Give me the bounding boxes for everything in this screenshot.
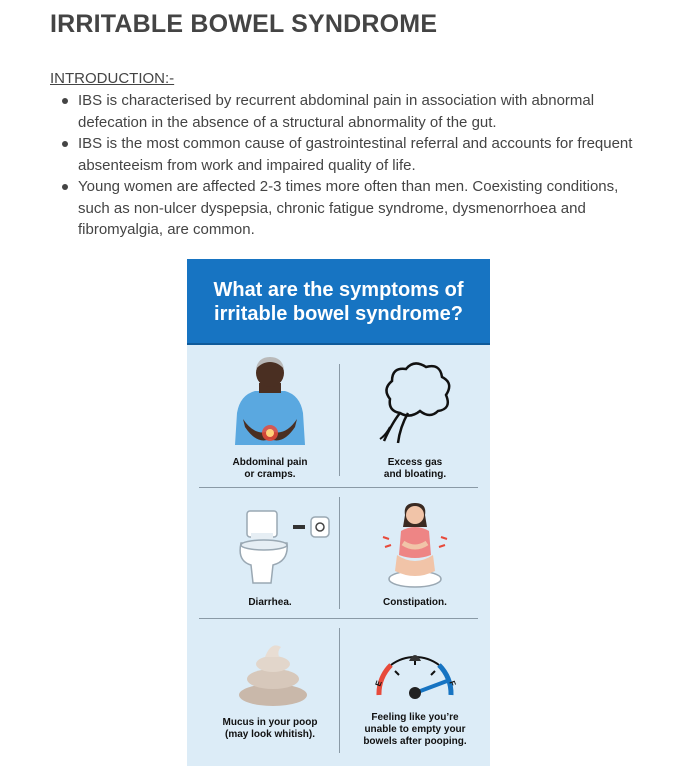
symptom-mucus — [195, 627, 345, 759]
caption-line: (may look whitish). — [224, 729, 315, 740]
symptom-caption — [340, 457, 490, 481]
caption-line: bowels after pooping. — [363, 736, 467, 747]
caption-line: or cramps. — [244, 469, 296, 480]
grid-divider-horizontal — [199, 487, 478, 488]
woman-on-toilet-icon — [375, 497, 455, 592]
page-title: IRRITABLE BOWEL SYNDROME — [50, 10, 438, 38]
gas-cloud-icon — [370, 353, 460, 448]
infographic-title-line: irritable bowel syndrome? — [214, 303, 463, 325]
caption-line: Constipation. — [383, 597, 447, 608]
gauge-full-label: F — [447, 679, 458, 688]
symptom-diarrhea — [195, 495, 345, 615]
intro-bullet: IBS is characterised by recurrent abdominal pain in association with abnormal defecation in the absence of a structural abnormality of the gut. — [50, 90, 650, 133]
caption-line: unable to empty your — [364, 724, 466, 735]
gauge-empty-label: E — [373, 679, 384, 688]
infographic-title-line: What are the symptoms of — [213, 279, 464, 301]
symptom-abdominal-pain — [195, 351, 345, 481]
grid-divider-horizontal — [199, 618, 478, 619]
symptom-caption — [195, 457, 345, 481]
symptom-constipation — [340, 495, 490, 615]
intro-heading: INTRODUCTION:- — [50, 70, 175, 87]
symptom-caption — [195, 717, 345, 741]
intro-bullet: Young women are affected 2-3 times more often than men. Coexisting conditions, such as non-ulcer dyspepsia, chronic fatigue syndrome, dysmenorrhoea and fibromyalgia, are common. — [50, 176, 650, 241]
symptom-incomplete-evacuation — [340, 627, 490, 759]
symptoms-infographic — [187, 259, 490, 766]
intro-bullet-list — [50, 90, 650, 241]
symptom-caption — [340, 712, 490, 748]
symptom-caption — [340, 597, 490, 609]
symptom-gas-bloating — [340, 351, 490, 481]
caption-line: Abdominal pain — [232, 457, 308, 468]
caption-line: Diarrhea. — [248, 597, 292, 608]
toilet-icon — [233, 503, 333, 593]
caption-line: and bloating. — [383, 469, 447, 480]
caption-line: Mucus in your poop — [222, 717, 318, 728]
gauge-icon — [365, 635, 465, 705]
caption-line: Excess gas — [387, 457, 443, 468]
poop-icon — [233, 639, 313, 709]
person-stomach-pain-icon — [225, 353, 315, 453]
symptom-caption — [195, 597, 345, 609]
caption-line: Feeling like you’re — [371, 712, 459, 723]
intro-bullet: IBS is the most common cause of gastrointestinal referral and accounts for frequent absenteeism from work and impaired quality of life. — [50, 133, 650, 176]
infographic-title — [195, 278, 482, 326]
infographic-header — [187, 259, 490, 345]
